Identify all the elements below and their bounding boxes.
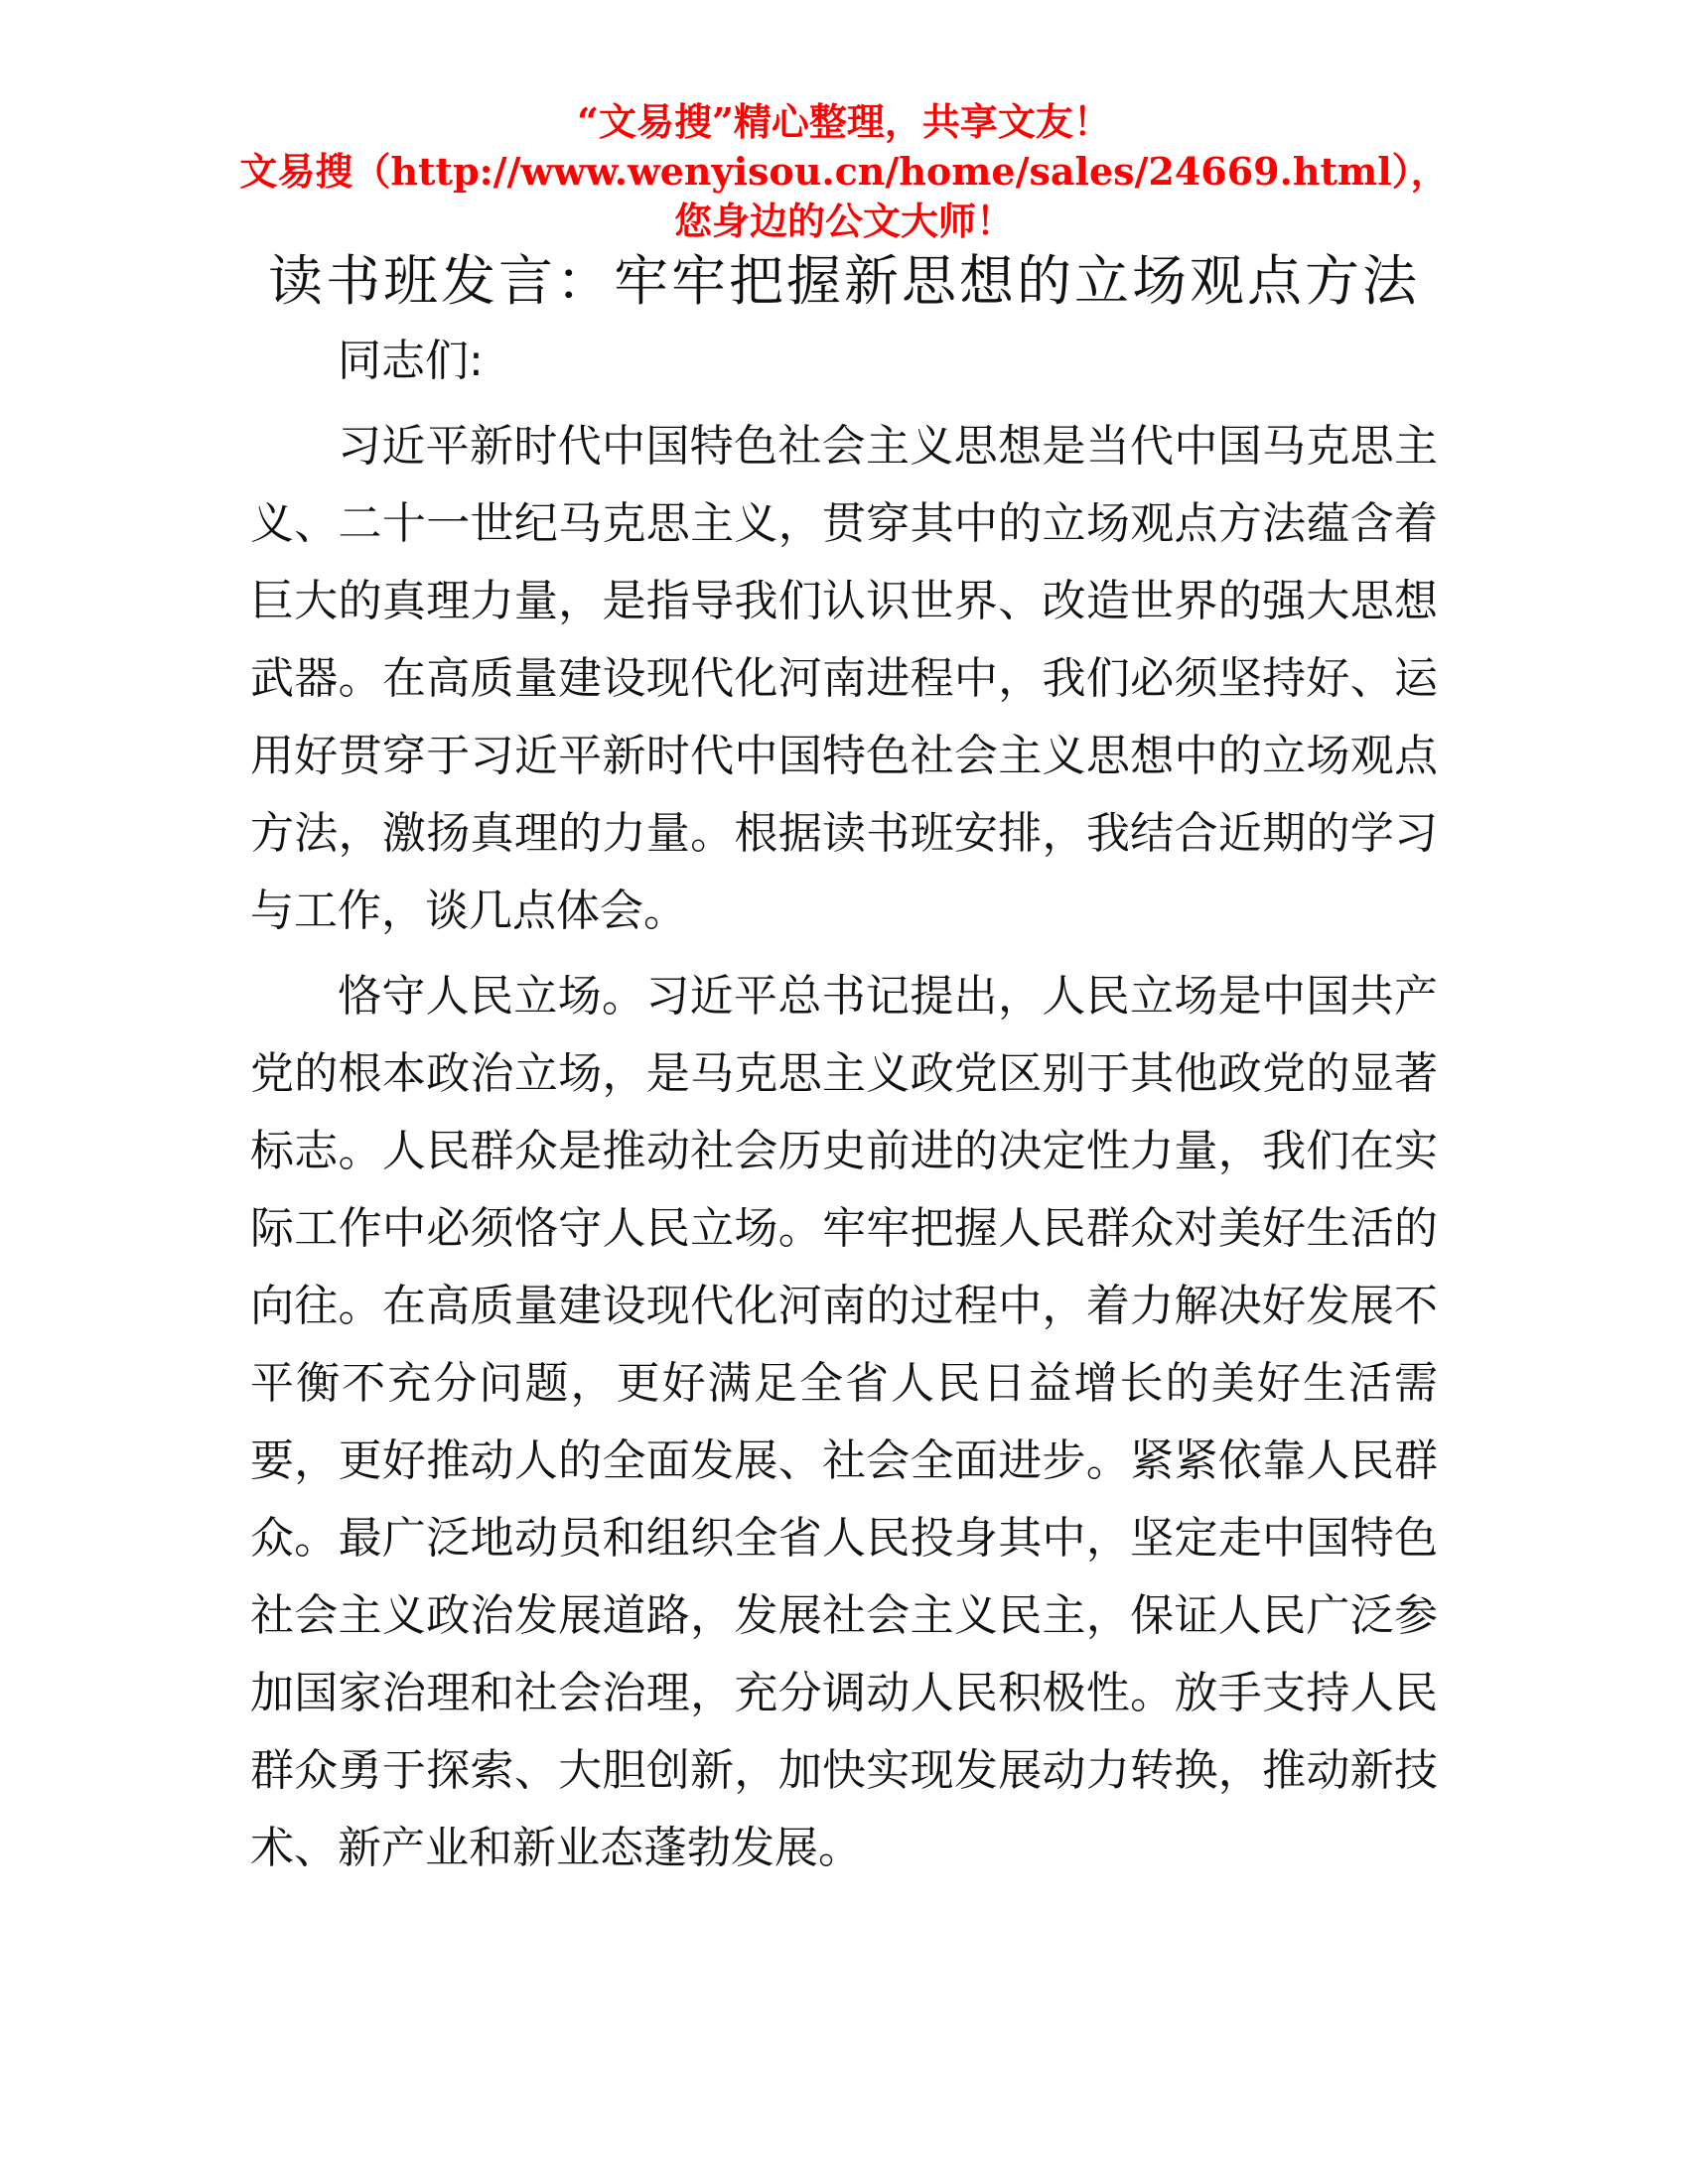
salutation: 同志们: xyxy=(338,336,484,386)
paragraph-people-stance: 恪守人民立场。习近平总书记提出，人民立场是中国共产党的根本政治立场，是马克思主义政党区别于其他政党的显著标志。人民群众是推动社会历史前进的决定性力量，我们在实际工作中必须恪守人民立场。牢牢把握人民群众对美好生活的向往。在高质量建设现代化河南的过程中，着力解决好发展不平衡不充分问题，更好满足全省人民日益增长的美好生活需要，更好推动人的全面发展、社会全面进步。紧紧依靠人民群众。最广泛地动员和组织全省人民投身其中，坚定走中国特色社会主义政治发展道路，发展社会主义民主，保证人民广泛参加国家治理和社会治理，充分调动人民积极性。放手支持人民群众勇于探索、大胆创新，加快实现发展动力转换，推动新技术、新产业和新业态蓬勃发展。 xyxy=(250,971,1438,1873)
header-slogan: “文易搜”精心整理，共享文友！ xyxy=(577,99,1111,144)
document-title: 读书班发言：牢牢把握新思想的立场观点方法 xyxy=(267,249,1420,313)
watermark-header xyxy=(0,97,1688,246)
paragraph-intro: 习近平新时代中国特色社会主义思想是当代中国马克思主义、二十一世纪马克思主义，贯穿其中的立场观点方法蕴含着巨大的真理力量，是指导我们认识世界、改造世界的强大思想武器。在高质量建设现代化河南进程中，我们必须坚持好、运用好贯穿于习近平新时代中国特色社会主义思想中的立场观点方法，激扬真理的力量。根据读书班安排，我结合近期的学习与工作，谈几点体会。 xyxy=(250,421,1438,936)
header-tagline: 您身边的公文大师！ xyxy=(673,199,1014,243)
header-link-text: 文易搜（http://www.wenyisou.cn/home/sales/24669.html）， xyxy=(239,149,1449,194)
document-body xyxy=(250,323,1438,1887)
